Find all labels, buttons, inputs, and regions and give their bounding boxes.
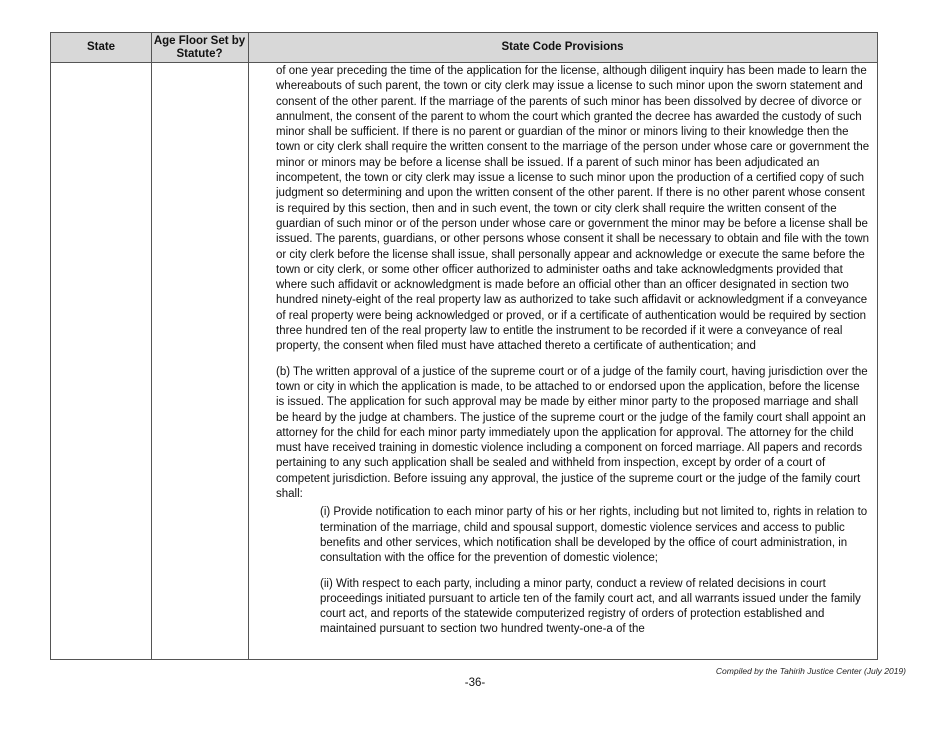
page-number: -36- [464, 677, 486, 689]
provision-subparagraph: (ii) With respect to each party, including a minor party, conduct a review of related decisions in court proceedings initiated pursuant to article ten of the family court act, and all warrants issued under the family court act, and reports of the statewide computerized registry of orders of protection established and maintained pursuant to section two hundred twenty-one-a of the [320, 577, 861, 636]
table-header [51, 33, 877, 63]
header-state: State [86, 41, 116, 53]
provision-paragraph: (b) The written approval of a justice of the supreme court or of a judge of the family court, having jurisdiction over the town or city in which the application is made, to be attached to or endorsed upon the application, before the license is issued. The application for such approval may be made by either minor party to the proposed marriage and shall be heard by the judge at chambers. The justice of the supreme court or the judge of the family court shall appoint an attorney for the child for each minor party immediately upon the application for approval. The attorney for the child must have received training in domestic violence including a component on forced marriage. All papers and records pertaining to any such application shall be sealed and withheld from inspection, except by order of a court of competent jurisdiction. Before issuing any approval, the justice of the supreme court or the judge of the family court shall: [276, 365, 868, 501]
header-provisions: State Code Provisions [501, 41, 624, 53]
provision-paragraph: of one year preceding the time of the application for the license, although diligent inquiry has been made to learn the whereabouts of such parent, the town or city clerk may issue a license to such minor upon the sworn statement and consent of the other parent. If the marriage of the parents of such minor has been dissolved by decree of divorce or annulment, the consent of the parent to whom the court which granted the decree has awarded the custody of such minor shall be sufficient. If there is no parent or guardian of the minor or minors living to their knowledge then the town or city clerk shall require the written consent to the marriage of the person under whose care or government the minor or minors may be before a license shall be issued. If a parent of such minor has been adjudicated an incompetent, the town or city clerk may issue a license to such minor upon the production of a certified copy of such judgment so determining and upon the written consent of the other parent. If there is no other parent whose consent is required by this section, then and in such event, the town or city clerk shall require the written consent of the guardian of such minor or of the person under whose care or government the minor may be before a license shall be issued. The parents, guardians, or other persons whose consent it shall be necessary to obtain and file with the town or city clerk before the license shall issue, shall personally appear and acknowledge or execute the same before the town or city clerk, or some other officer authorized to administer oaths and take acknowledgments provided that where such affidavit or acknowledgment is made before an official other than an officer designated in section two hundred ninety-eight of the real property law as authorized to take such affidavit or acknowledgment if a conveyance of real property were being acknowledged or proved, or if a certificate of authentication would be required by section three hundred ten of the real property law to entitle the instrument to be recorded if it were a conveyance of real property, the consent when filed must have attached thereto a certificate of authentication; and [276, 65, 870, 353]
footer-credit: Compiled by the Tahirih Justice Center (July 2019) [715, 666, 906, 676]
column-divider [248, 33, 249, 659]
provision-subparagraph: (i) Provide notification to each minor party of his or her rights, including but not limited to, rights in relation to termination of the marriage, child and spousal support, domestic violence services and access to public benefits and other services, which notification shall be developed by the office of court administration, in consultation with the office for the prevention of domestic violence; [320, 506, 868, 565]
provisions-cell [276, 64, 871, 659]
column-divider [151, 33, 152, 659]
provisions-table [50, 32, 878, 660]
header-age-floor: Age Floor Set by Statute? [153, 34, 246, 60]
